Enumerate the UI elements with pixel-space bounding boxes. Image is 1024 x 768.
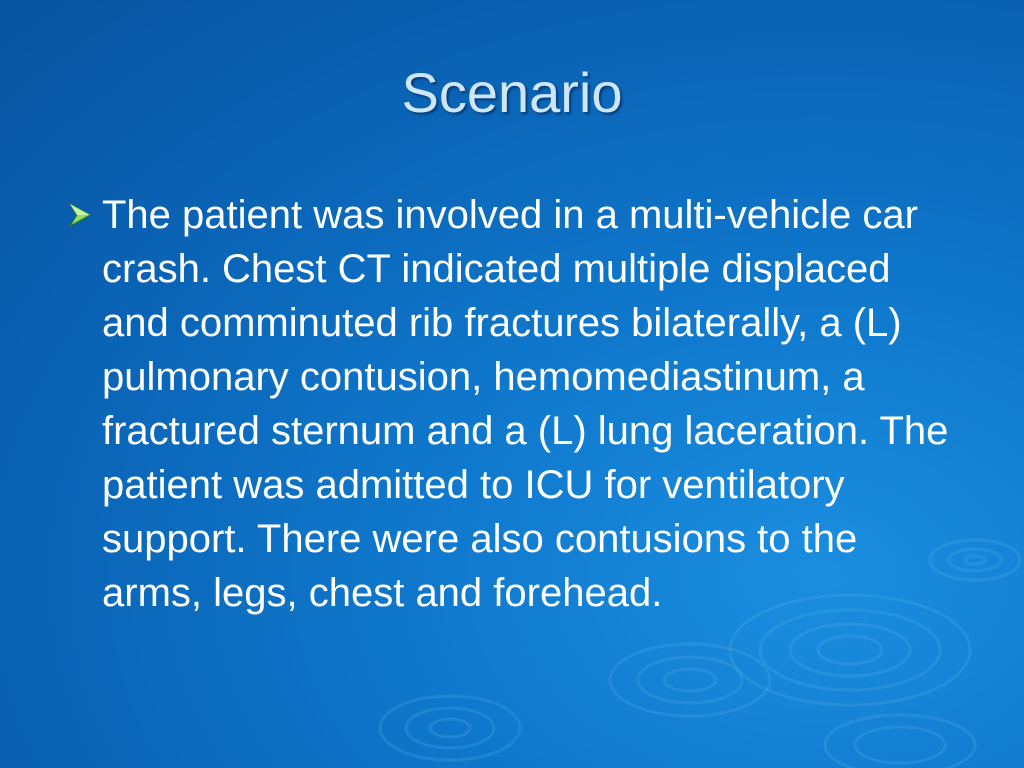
arrowhead-bullet-icon [66,201,94,229]
slide-title: Scenario [401,61,623,124]
bullet-text: The patient was involved in a multi-vehicle car crash. Chest CT indicated multiple displaced and comminuted rib fractures bilaterally, a (L) pulmonary contusion, hemomediastinum, a fractured sternum and a (L) lung laceration. The patient was admitted to ICU for ventilatory support. There were also contusions to the arms, legs, chest and forehead. [102,193,949,615]
bullet-list [60,188,960,620]
bullet-item [60,188,960,620]
